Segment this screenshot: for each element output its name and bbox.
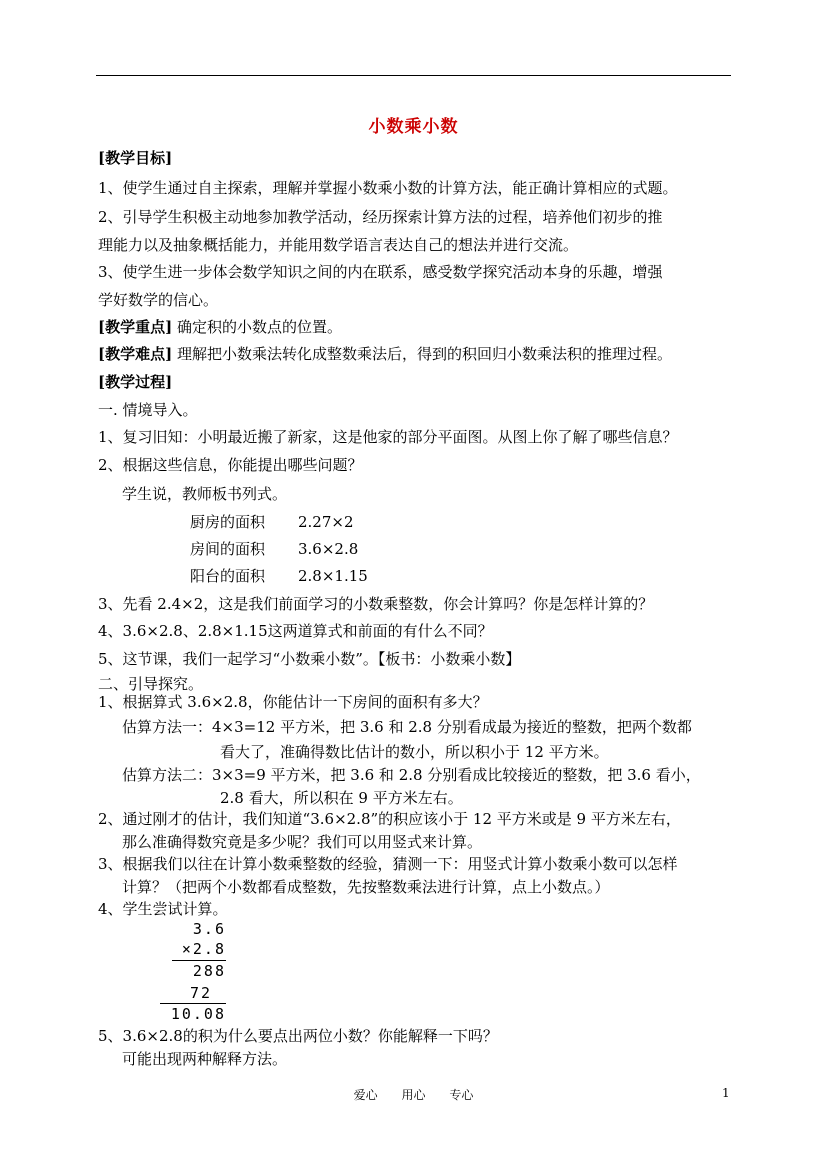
difficulty-text: 理解把小数乘法转化成整数乘法后，得到的积回归小数乘法积的推理过程。 xyxy=(176,345,672,363)
process-line: 估算方法二：3×3=9 平方米，把 3.6 和 2.8 分别看成比较接近的整数，把 3.6 看小， xyxy=(122,766,701,784)
goal-line: 3、使学生进一步体会数学知识之间的内在联系，感受数学探究活动本身的乐趣，增强 xyxy=(98,263,663,281)
page-number: 1 xyxy=(722,1086,730,1100)
key-point-label: [教学重点] xyxy=(98,318,173,336)
goal-line: 学好数学的信心。 xyxy=(98,291,219,309)
footer xyxy=(0,1086,827,1103)
process-line: 5、3.6×2.8的积为什么要点出两位小数？你能解释一下吗？ xyxy=(98,1027,498,1045)
process-line: 2.8 看大，所以积在 9 平方米左右。 xyxy=(220,789,463,807)
calc-multiplicand: 3.6 xyxy=(192,920,226,938)
process-line: 3、根据我们以往在计算小数乘整数的经验，猜测一下：用竖式计算小数乘小数可以怎样 xyxy=(98,855,678,873)
process-line: 5、这节课，我们一起学习“小数乘小数”。【板书：小数乘小数】 xyxy=(98,650,521,668)
section-heading: 二、引导探究。 xyxy=(98,675,204,693)
header-rule xyxy=(96,75,731,76)
footer-item: 专心 xyxy=(449,1088,474,1102)
calc-partial: 288 xyxy=(192,962,226,980)
calc-result: 10.08 xyxy=(170,1005,226,1023)
calc-partial: 72 xyxy=(189,984,212,1002)
goals-heading: [教学目标] xyxy=(98,149,173,167)
process-heading: [教学过程] xyxy=(98,373,173,391)
process-line: 4、学生尝试计算。 xyxy=(98,900,228,918)
difficulty-line xyxy=(98,344,672,364)
process-line: 可能出现两种解释方法。 xyxy=(122,1050,288,1068)
section-heading: 一. 情境导入。 xyxy=(98,401,198,419)
difficulty-label: [教学难点] xyxy=(98,345,173,363)
area-expr: 3.6×2.8 xyxy=(298,540,359,558)
area-name: 厨房的面积 xyxy=(190,513,266,531)
process-line: 学生说，教师板书列式。 xyxy=(122,485,288,503)
process-line: 2、根据这些信息，你能提出哪些问题？ xyxy=(98,456,363,474)
footer-item: 爱心 xyxy=(353,1088,378,1102)
key-point-text: 确定积的小数点的位置。 xyxy=(176,318,342,336)
process-line: 3、先看 2.4×2，这是我们前面学习的小数乘整数，你会计算吗？你是怎样计算的？ xyxy=(98,595,654,613)
process-line: 1、根据算式 3.6×2.8，你能估计一下房间的面积有多大？ xyxy=(98,693,488,711)
area-name: 阳台的面积 xyxy=(190,567,266,585)
area-expr: 2.27×2 xyxy=(298,513,354,531)
process-line: 2、通过刚才的估计，我们知道“3.6×2.8”的积应该小于 12 平方米或是 9 平方米左右， xyxy=(98,810,681,828)
process-line: 1、复习旧知：小明最近搬了新家，这是他家的部分平面图。从图上你了解了哪些信息？ xyxy=(98,428,678,446)
process-line: 4、3.6×2.8、2.8×1.15这两道算式和前面的有什么不同？ xyxy=(98,622,493,640)
goal-line: 2、引导学生积极主动地参加教学活动，经历探索计算方法的过程，培养他们初步的推 xyxy=(98,208,663,226)
area-expr: 2.8×1.15 xyxy=(298,567,368,585)
calc-multiplier: ×2.8 xyxy=(181,940,226,958)
goal-line: 1、使学生通过自主探索，理解并掌握小数乘小数的计算方法，能正确计算相应的式题。 xyxy=(98,179,678,197)
goal-line: 理能力以及抽象概括能力，并能用数学语言表达自己的想法并进行交流。 xyxy=(98,236,579,254)
area-name: 房间的面积 xyxy=(190,540,266,558)
footer-item: 用心 xyxy=(401,1088,426,1102)
process-line: 那么准确得数究竟是多少呢？我们可以用竖式来计算。 xyxy=(122,833,483,851)
process-line: 计算？（把两个小数都看成整数，先按整数乘法进行计算，点上小数点。） xyxy=(122,878,610,896)
process-line: 估算方法一：4×3=12 平方米，把 3.6 和 2.8 分别看成最为接近的整数，把两个数都 xyxy=(122,718,692,736)
page-title: 小数乘小数 xyxy=(368,117,459,137)
key-point-line xyxy=(98,317,342,337)
process-line: 看大了，准确得数比估计的数小，所以积小于 12 平方米。 xyxy=(220,743,609,761)
